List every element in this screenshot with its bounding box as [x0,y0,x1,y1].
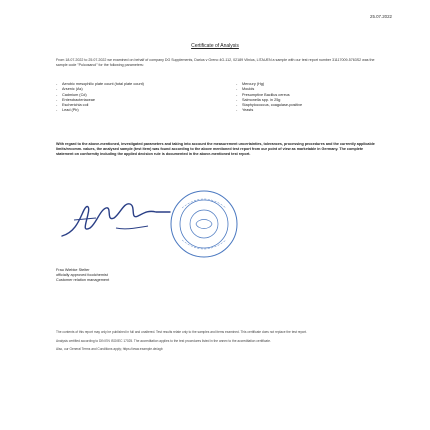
conformity-statement: With regard to the above-mentioned, investigated parameters and taking into account the measurement uncertainties, tolerances, processing procedures and the currently applicable limits/recomm. values, the analysed sample (test item) was found according to the above mentioned test report from our point of view as marketable in Germany. The complete statement on conformity including the applied decision rule is documented in the above-mentioned test report. [56,142,375,156]
parameter-item: - Salmonella spp. in 25g [236,98,376,103]
document-date: 25.07.2022 [370,14,392,19]
footnotes [56,330,381,356]
parameter-item: - Arsenic (As) [56,87,196,92]
signature-icon [56,188,176,248]
parameters-right-column [236,82,376,114]
signer-name: Frau Wiebke Stelter [56,268,90,272]
stamp-icon [168,188,240,260]
footnote: The contents of this report may only be published in full and unaltered. Test results relate only to the samples and items examined. This certificate does not replace the test report. [56,330,307,334]
signer-department: Customer relation management [56,278,110,282]
parameter-item: - Moulds [236,87,376,92]
parameter-item: - Mercury (Hg) [236,82,376,87]
footnote: Also, our General Terms and Conditions apply; https://www.example.de/agb [56,347,163,352]
parameter-item: - Lead (Pb) [56,108,196,113]
parameter-item: - Presumptive Bacillus cereus [236,93,376,98]
signer-title: officially approved foodchemist [56,273,108,277]
signer-block [56,268,176,283]
page-title: Certificate of Analysis [191,43,239,49]
parameters-left-column [56,82,196,114]
parameter-item: - Enterobacteriaceae [56,98,196,103]
parameter-item: - Staphylococcus, coagulase-positive [236,103,376,108]
parameter-item: - Aerobic mesophilic plate count (total plate count) [56,82,196,87]
parameters-list [56,82,376,114]
parameter-item: - Yeasts [236,108,376,113]
parameter-item: - Escherichia coli [56,103,196,108]
parameter-item: - Cadmium (Cd) [56,93,196,98]
signature-area [56,188,256,268]
footnote: Analysis certified according to DIN EN ISO/IEC 17025. The accreditation applies to the test procedures listed in the annex to the accreditation certificate. [56,338,271,343]
intro-paragraph: From 18.07.2022 to 25.07.2022 we examined on behalf of company DG Supplements, Darius v Greno 4G-112, 02189 Vilnius, LITAUEN a sample with our test report number 31117009-5763S2 was the sample code "Pulcosanol" for the following parameters: [56,58,375,67]
